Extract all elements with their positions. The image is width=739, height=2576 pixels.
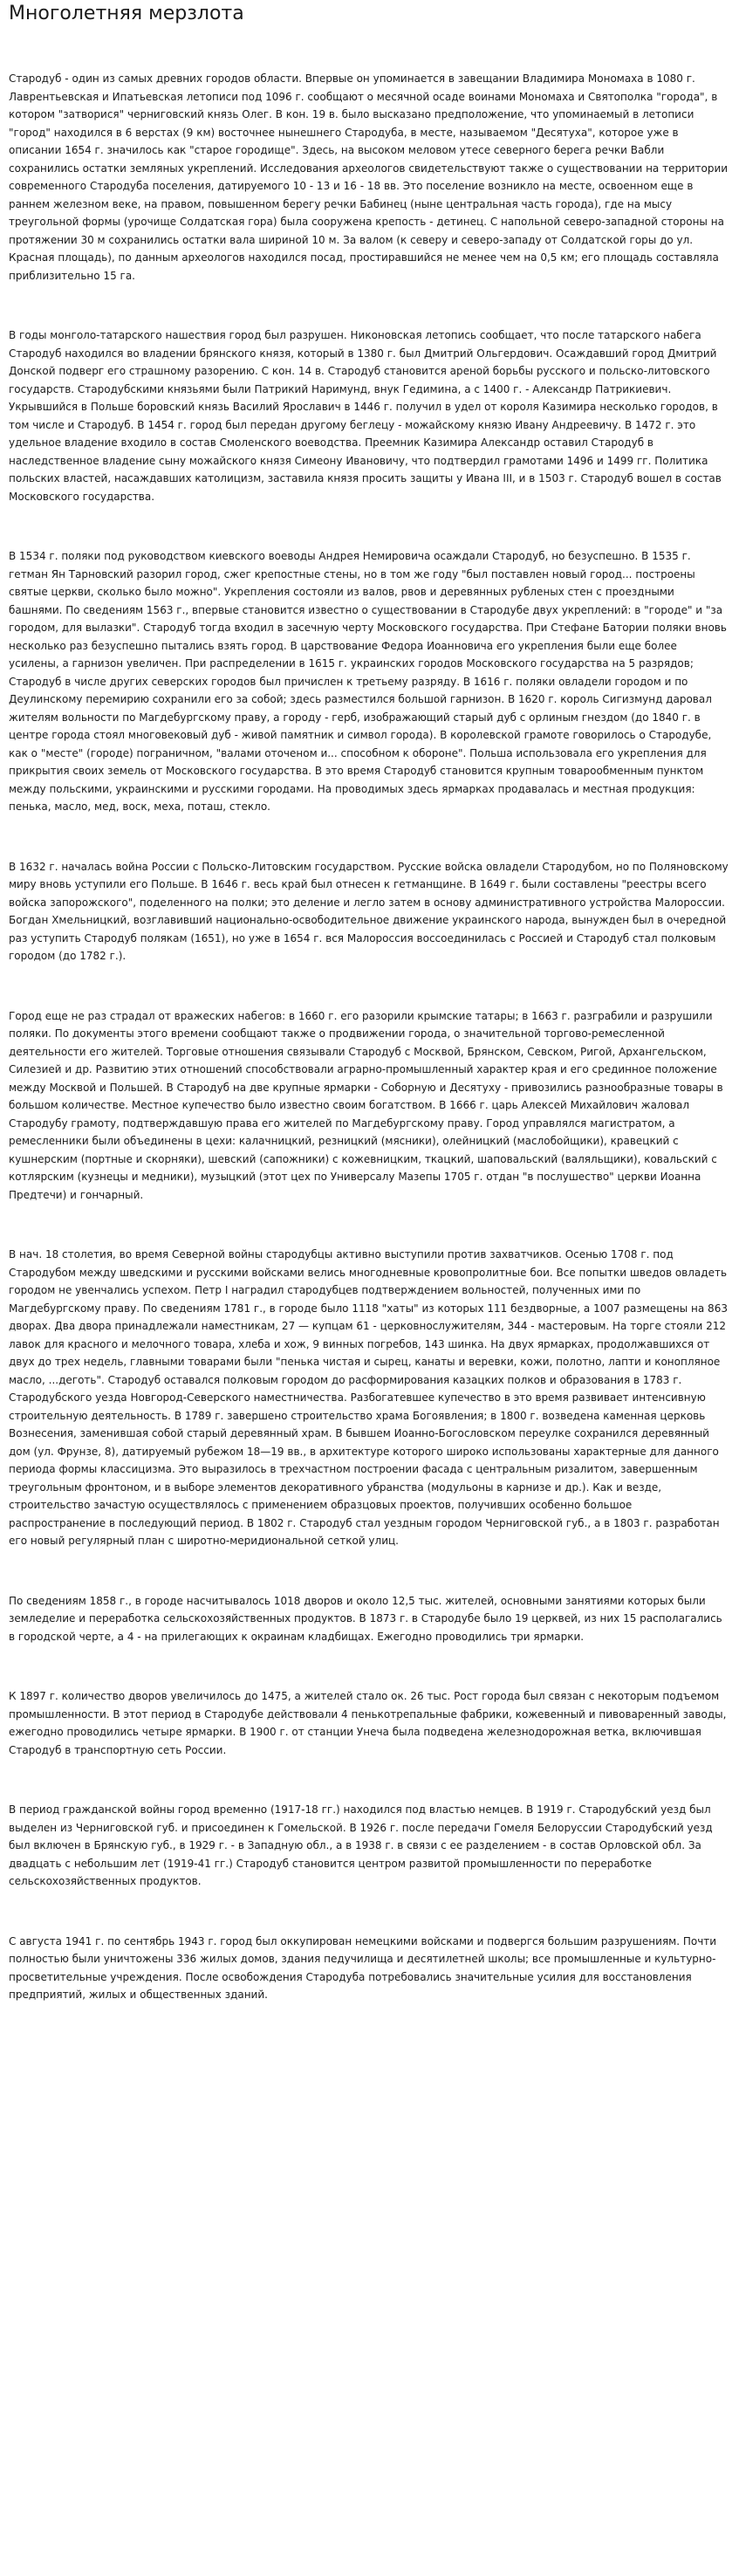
article-paragraph: В нач. 18 столетия, во время Северной войны стародубцы активно выступили против захватчиков. Осенью 1708 г. под Стародубом между шведскими и русскими войсками велись многодневные кровопролитные бои. Все попытки шведов овладеть городом не увенчались успехом. Петр I наградил стародубцев подтверждением вольностей, полученных ими по Магдебургскому праву. По сведениям 1781 г., в городе было 1118 "хаты" из которых 111 бездворные, а 1007 размещены на 863 дворах. Два двора принадлежали наместникам, 27 — купцам 61 - церковнослужителям, 344 - мастеровым. На торге стояли 212 лавок для красного и мелочного товара, хлеба и хож, 9 винных погребов, 143 шинка. На двух ярмарках, продолжавшихся от двух до трех недель, главными товарами были "пенька чистая и сырец, канаты и веревки, кожи, полотно, лапти и конопляное масло, ...деготь". Стародуб оставался полковым городом до расформирования казацких полков и образования в 1783 г. Стародубского уезда Новгород-Северского наместничества. Разбогатевшее купечество в это время развивает интенсивную строительную деятельность. В 1789 г. завершено строительство храма Богоявления; в 1800 г. возведена каменная церковь Вознесения, заменившая собой старый деревянный храм. В бывшем Иоанно-Богословском переулке сохранился деревянный дом (ул. Фрунзе, 8), датируемый рубежом 18—19 вв., в архитектуре которого широко использованы характерные для данного периода формы классицизма. Это выразилось в трехчастном построении фасада с центральным ризалитом, завершенным треугольным фронтоном, и в выборе элементов декоративного убранства (модульоны в карнизе и др.). Как и везде, строительство зачастую осуществлялось с применением образцовых проектов, получивших особенно большое распространение в последующий период. В 1802 г. Стародуб стал уездным городом Черниговской губ., а в 1803 г. разработан его новый регулярный план с широтно-меридиональной сеткой улиц. — [9, 1248, 728, 1547]
article-paragraph: С августа 1941 г. по сентябрь 1943 г. город был оккупирован немецкими войсками и подвергся большим разрушениям. Почти полностью были уничтожены 336 жилых домов, здания педучилища и десятилетней школы; все промышленные и культурно-просветительные учреждения. После освобождения Стародуба потребовались значительные усилия для восстановления предприятий, жилых и общественных зданий. — [9, 1934, 717, 2001]
article-paragraph: В 1632 г. началась война России с Польско-Литовским государством. Русские войска овладели Стародубом, но по Поляновскому миру вновь уступили его Польше. В 1646 г. весь край был отнесен к гетманщине. В 1649 г. были составлены "реестры всего войска запорожского", поделенного на полки; это деление и легло затем в основу административного устройства Малороссии. Богдан Хмельницкий, возглавивший национально-освободительное движение украинского народа, вынужден был в очередной раз уступить Стародуб полякам (1651), но уже в 1654 г. вся Малороссия воссоединилась с Россией и Стародуб стал полковым городом (до 1782 г.). — [9, 860, 729, 962]
article-body — [9, 70, 730, 2004]
article-paragraph: В годы монголо-татарского нашествия город был разрушен. Никоновская летопись сообщает, что после татарского набега Стародуб находился во владении брянского князя, который в 1380 г. был Дмитрий Ольгердович. Осаждавший город Дмитрий Донской подверг его страшному разорению. С кон. 14 в. Стародуб становится ареной борьбы русского и польско-литовского государств. Стародубскими князьями были Патрикий Наримунд, внук Гедимина, а с 1400 г. - Александр Патрикиевич. Укрывшийся в Польше боровский князь Василий Ярославич в 1446 г. получил в удел от короля Казимира несколько городов, в том числе и Стародуб. В 1454 г. город был передан другому беглецу - можайскому князю Ивану Андреевичу. В 1472 г. это удельное владение входило в состав Смоленского воеводства. Преемник Казимира Александр оставил Стародуб в наследственное владение сыну можайского князя Симеону Ивановичу, что подтвердил грамотами 1496 и 1499 гг. Политика польских властей, насаждавших католицизм, заставила князя просить защиты у Ивана III, и в 1503 г. Стародуб вошел в состав Московского государства. — [9, 329, 722, 503]
article-paragraph: К 1897 г. количество дворов увеличилось до 1475, а жителей стало ок. 26 тыс. Рост города был связан с некоторым подъемом промышленности. В этот период в Стародубе действовали 4 пенькотрепальные фабрики, кожевенный и пивоваренный заводы, ежегодно проводились четыре ярмарки. В 1900 г. от станции Унеча была подведена железнодорожная ветка, включившая Стародуб в транспортную сеть России. — [9, 1690, 727, 1756]
article-paragraph: В период гражданской войны город временно (1917-18 гг.) находился под властью немцев. В 1919 г. Стародубский уезд был выделен из Черниговской губ. и присоединен к Гомельской. В 1926 г. после передачи Гомеля Белоруссии Стародубский уезд был включен в Брянскую губ., в 1929 г. - в Западную обл., а в 1938 г. в связи с ее разделением - в состав Орловской обл. За двадцать с небольшим лет (1919-41 гг.) Стародуб становится центром развитой промышленности по переработке сельскохозяйственных продуктов. — [9, 1803, 713, 1887]
article-paragraph: Стародуб - один из самых древних городов области. Впервые он упоминается в завещании Владимира Мономаха в 1080 г. Лаврентьевская и Ипатьевская летописи под 1096 г. сообщают о месячной осаде воинами Мономаха и Святополка "города", в котором "затворися" черниговский князь Олег. В кон. 19 в. было высказано предположение, что упоминаемый в летописи "город" находился в 6 верстах (9 км) восточнее нынешнего Стародуба, в месте, называемом "Десятуха", которое уже в описании 1654 г. значилось как "старое городище". Здесь, на высоком меловом утесе северного берега речки Вабли сохранились остатки земляных укреплений. Исследования археологов свидетельствуют также о существовании на территории современного Стародуба поселения, датируемого 10 - 13 и 16 - 18 вв. Это поселение возникло на месте, освоенном еще в раннем железном веке, на правом, повышенном берегу речки Бабинец (ныне центральная часть города), где на мысу треугольной формы (урочище Солдатская гора) была сооружена крепость - детинец. С напольной северо-западной стороны на протяжении 30 м сохранились остатки вала шириной 10 м. За валом (к северу и северо-западу от Солдатской горы до ул. Красная площадь), по данным археологов находился посад, простиравшийся не менее чем на 0,5 км; его площадь составляла приблизительно 15 га. — [9, 72, 729, 282]
article-paragraph: По сведениям 1858 г., в городе насчитывалось 1018 дворов и около 12,5 тыс. жителей, основными занятиями которых были земледелие и переработка сельскохозяйственных продуктов. В 1873 г. в Стародубе было 19 церквей, из них 15 располагались в городской черте, а 4 - на прилегающих к окраинам кладбищах. Ежегодно проводились три ярмарки. — [9, 1594, 722, 1643]
article-paragraph: В 1534 г. поляки под руководством киевского воеводы Андрея Немировича осаждали Стародуб, но безуспешно. В 1535 г. гетман Ян Тарновский разорил город, сжег крепостные стены, но в том же году "был поставлен новый город... построены святые церкви, сколько было можно". Укрепления состояли из валов, рвов и деревянных рубленых стен с проездными башнями. По сведениям 1563 г., впервые становится известно о существовании в Стародубе двух укреплений: в "городе" и "за городом, для вылазки". Стародуб тогда входил в засечную черту Московского государства. При Стефане Батории поляки вновь несколько раз безуспешно пытались взять город. В царствование Федора Иоанновича его укрепления были еще более усилены, а гарнизон увеличен. При распределении в 1615 г. украинских городов Московского государства на 5 разрядов; Стародуб в числе других северских городов был причислен к третьему разряду. В 1616 г. поляки овладели городом и по Деулинскому перемирию сохранили его за собой; здесь разместился большой гарнизон. В 1620 г. король Сигизмунд даровал жителям вольности по Магдебургскому праву, а городу - герб, изображающий старый дуб с орлиным гнездом (до 1840 г. в центре города стоял многовековый дуб - живой памятник и символ города). В королевской грамоте говорилось о Стародубе, как о "месте" (городе) пограничном, "валами оточеном и... способном к обороне". Польша использовала его укрепления для прикрытия своих земель от Московского государства. В это время Стародуб становится крупным товарообменным пунктом между польскими, украинскими и русскими городами. На проводимых здесь ярмарках продавалась и местная продукция: пенька, масло, мед, воск, меха, поташ, стекло. — [9, 550, 727, 813]
article-paragraph: Город еще не раз страдал от вражеских набегов: в 1660 г. его разорили крымские татары; в 1663 г. разграбили и разрушили поляки. По документы этого времени сообщают также о продвижении города, о значительной торгово-ремесленной деятельности его жителей. Торговые отношения связывали Стародуб с Москвой, Брянском, Севском, Ригой, Архангельском, Силезией и др. Развитию этих отношений способствовали аграрно-промышленный характер края и его срединное положение между Москвой и Польшей. В Стародуб на две крупные ярмарки - Соборную и Десятуху - привозились разнообразные товары в большом количестве. Местное купечество было известно своим богатством. В 1666 г. царь Алексей Михайлович жаловал Стародубу грамоту, подтверждавшую права его жителей по Магдебургскому праву. Город управлялся магистратом, а ремесленники были объединены в цехи: калачницкий, резницкий (мясники), олейницкий (маслобойщики), кравецкий с кушнерским (портные и скорняки), шевский (сапожники) с кожевницким, ткацкий, шаповальский (валяльщики), ковальский с котлярским (кузнецы и медники), музыцкий (этот цех по Универсалу Мазепы 1705 г. отдан "в послушество" церкви Иоанна Предтечи) и гончарный. — [9, 1009, 723, 1201]
page-title: Многолетняя мерзлота — [9, 3, 244, 24]
